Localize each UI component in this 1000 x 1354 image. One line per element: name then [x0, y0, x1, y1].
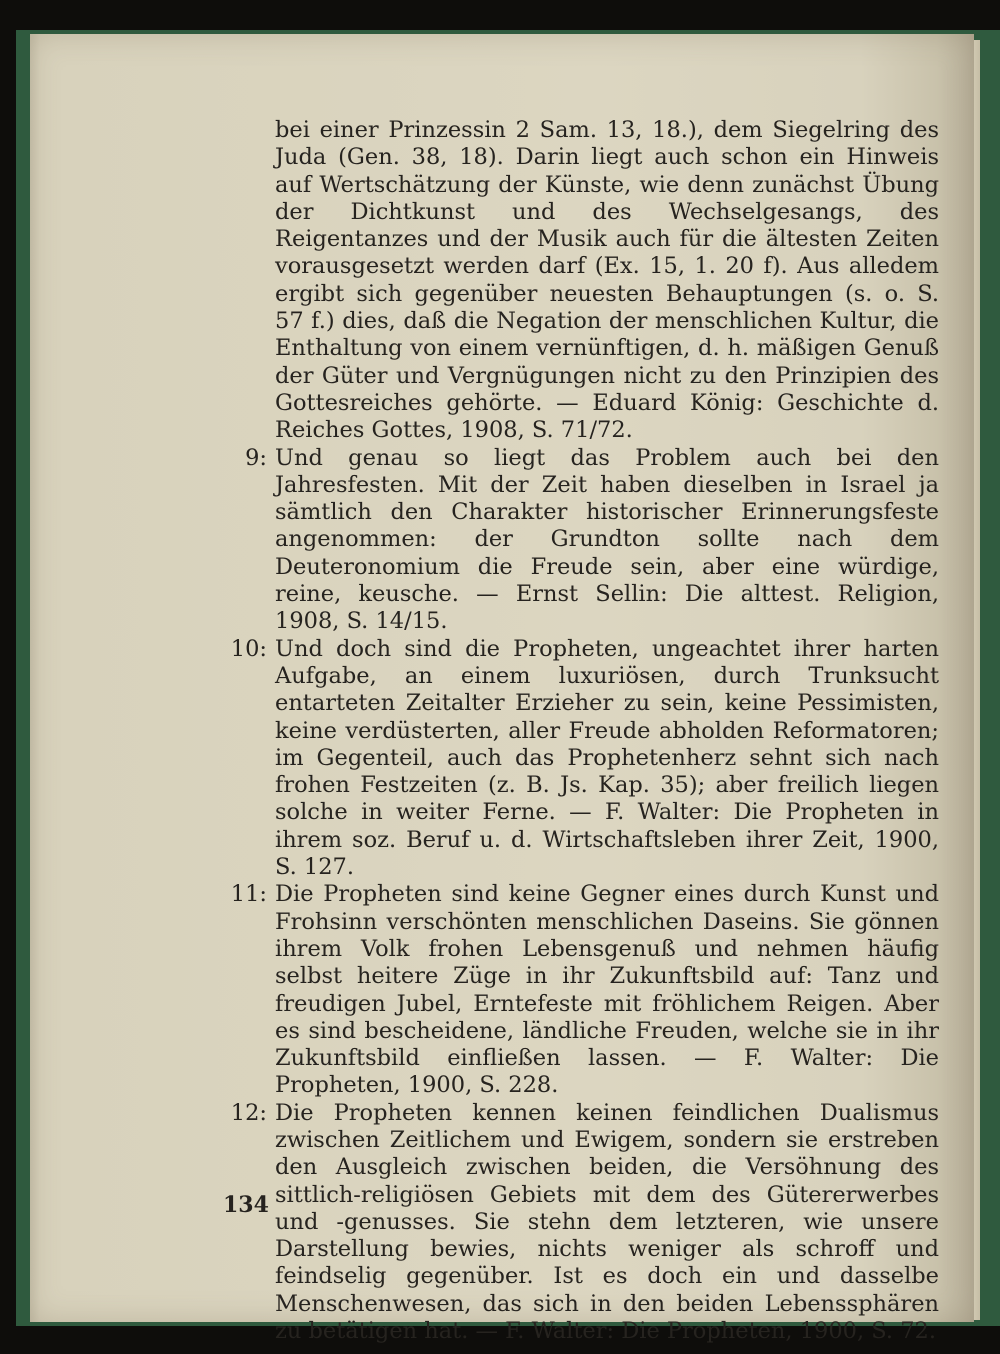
note-entry-11 [221, 881, 939, 1099]
continuation-text: bei einer Prinzessin 2 Sam. 13, 18.), dem Siegelring des Juda (Gen. 38, 18). Darin liegt auch schon ein Hinweis auf Wertschätzung der Künste, wie denn zunächst Übung der Dichtkunst und des Wechselgesangs, des Reigentanzes und der Musik auch für die ältesten Zeiten vorausgesetzt werden darf (Ex. 15, 1. 20 f). Aus alledem ergibt sich gegenüber neuesten Behauptungen (s. o. S. 57 f.) dies, daß die Negation der menschlichen Kultur, die Enthaltung von einem vernünftigen, d. h. mäßigen Genuß der Güter und Vergnügungen nicht zu den Prinzipien des Gottesreiches gehörte. — Eduard König: Geschichte d. Reiches Gottes, 1908, S. 71/72. [275, 117, 939, 444]
note-entry-12 [221, 1100, 939, 1346]
note-text: Die Propheten sind keine Gegner eines durch Kunst und Frohsinn verschönten menschlichen Daseins. Sie gönnen ihrem Volk frohen Lebensgenuß und nehmen häufig selbst heitere Züge in ihr Zukunftsbild auf: Tanz und freudigen Jubel, Erntefeste mit fröhlichem Reigen. Aber es sind bescheidene, ländliche Freuden, welche sie in ihr Zukunftsbild einfließen lassen. — F. Walter: Die Propheten, 1900, S. 228. [275, 881, 939, 1099]
note-number: 12: [230, 1099, 267, 1126]
note-entry-9 [221, 445, 939, 636]
continuation-entry [221, 117, 939, 445]
note-entry-10 [221, 636, 939, 882]
page-number: 134 [223, 1192, 269, 1218]
note-number: 10: [230, 635, 267, 662]
note-number: 9: [245, 444, 267, 471]
note-text: Und genau so liegt das Problem auch bei den Jahresfesten. Mit der Zeit haben dieselben in Israel ja sämtlich den Charakter historischer Erinnerungsfeste angenommen: der Grundton sollte nach dem Deuteronomium die Freude sein, aber eine würdige, reine, keusche. — Ernst Sellin: Die alttest. Religion, 1908, S. 14/15. [275, 444, 939, 635]
note-text: Und doch sind die Propheten, ungeachtet ihrer harten Aufgabe, an einem luxuriösen, durch Trunksucht entarteten Zeitalter Erzieher zu sein, keine Pessimisten, keine verdüsterten, aller Freude abholden Reformatoren; im Gegenteil, auch das Prophetenherz sehnt sich nach frohen Festzeiten (z. B. Js. Kap. 35); aber freilich liegen solche in weiter Ferne. — F. Walter: Die Propheten in ihrem soz. Beruf u. d. Wirtschaftsleben ihrer Zeit, 1900, S. 127. [275, 635, 939, 881]
note-text: Die Propheten kennen keinen feindlichen Dualismus zwischen Zeitlichem und Ewigem, sondern sie erstreben den Ausgleich zwischen beiden, die Versöhnung des sittlich-religiösen Gebiets mit dem des Gütererwerbes und -genusses. Sie stehn dem letzteren, wie unsere Darstellung bewies, nichts weniger als schroff und feindselig gegenüber. Ist es doch ein und dasselbe Menschenwesen, das sich in den beiden Lebenssphären zu betätigen hat. — F. Walter: Die Propheten, 1900, S. 72. [275, 1099, 939, 1345]
note-number: 11: [230, 881, 267, 908]
main-text-block [221, 117, 939, 1345]
